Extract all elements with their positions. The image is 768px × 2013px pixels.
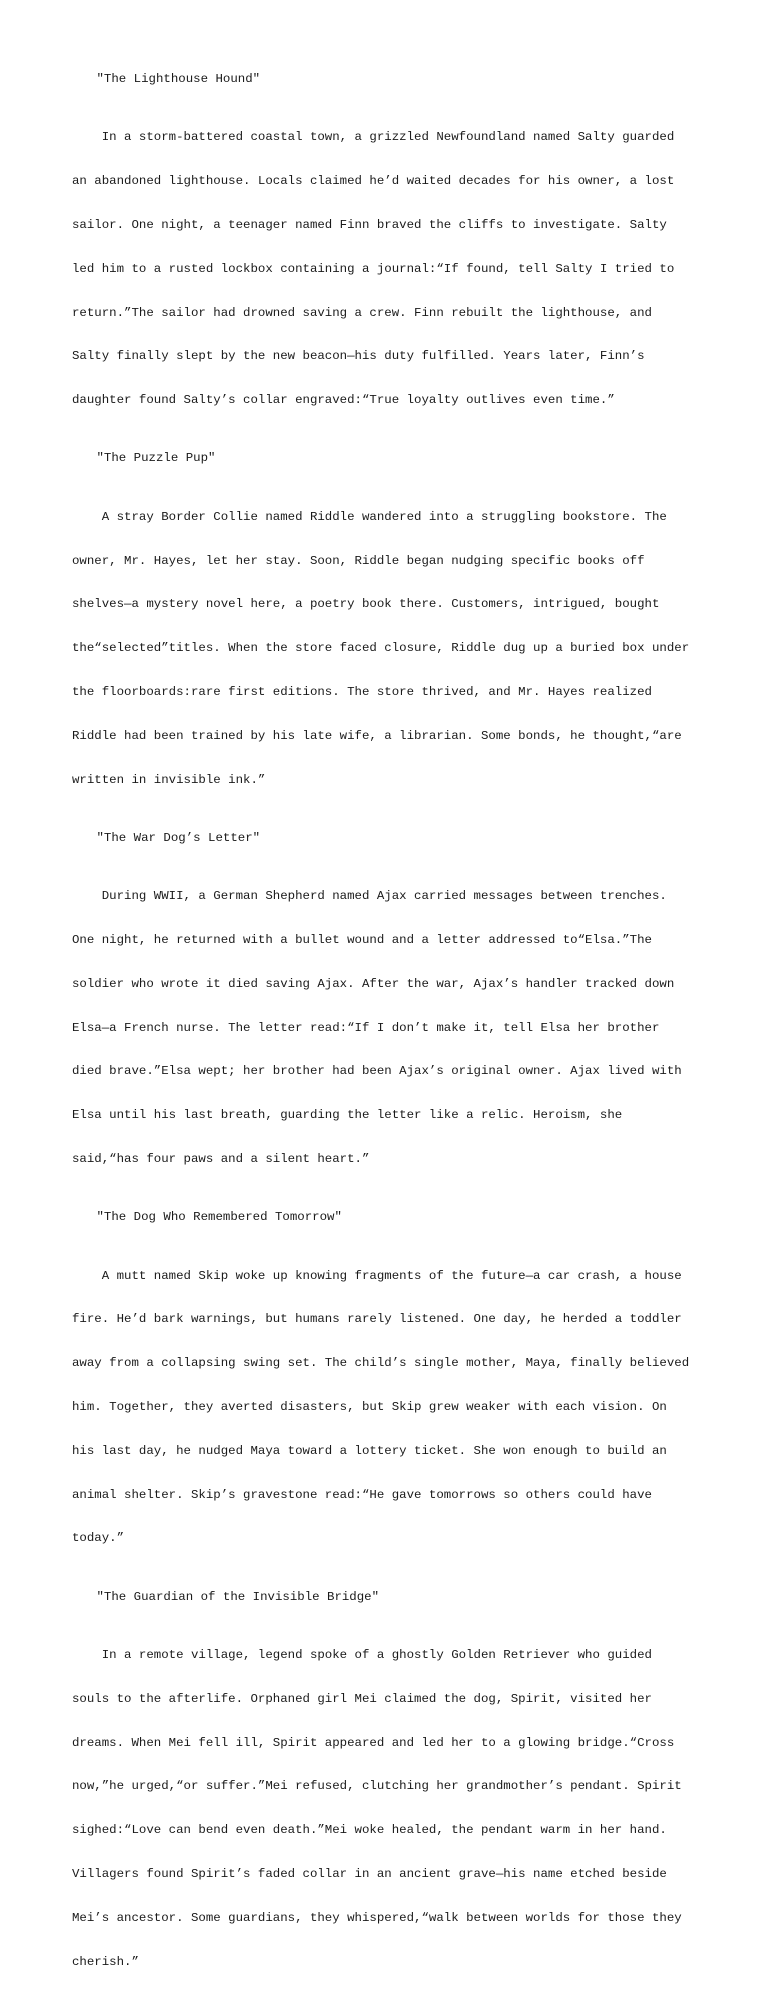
- text-line: the“selected”titles. When the store faced closure, Riddle dug up a buried box under: [72, 641, 690, 656]
- story-title: "The Dog Who Remembered Tomorrow": [96, 1210, 342, 1225]
- text-line: owner, Mr. Hayes, let her stay. Soon, Riddle began nudging specific books off: [72, 553, 645, 568]
- text-line: said,“has four paws and a silent heart.”: [72, 1151, 370, 1166]
- text-line: written in invisible ink.”: [72, 772, 266, 787]
- story-title: "The Guardian of the Invisible Bridge": [96, 1589, 380, 1604]
- text-line: today.”: [72, 1531, 125, 1546]
- text-line: away from a collapsing swing set. The child’s single mother, Maya, finally believed: [72, 1356, 690, 1371]
- text-line: Elsa until his last breath, guarding the letter like a relic. Heroism, she: [72, 1108, 623, 1123]
- text-line: fire. He’d bark warnings, but humans rarely listened. One day, he herded a toddler: [72, 1312, 682, 1327]
- text-line: In a remote village, legend spoke of a ghostly Golden Retriever who guided: [72, 1648, 652, 1663]
- story-title: "The War Dog’s Letter": [96, 830, 261, 845]
- text-line: led him to a rusted lockbox containing a journal:“If found, tell Salty I tried to: [72, 261, 675, 276]
- story-body: [72, 101, 712, 437]
- text-line: now,”he urged,“or suffer.”Mei refused, clutching her grandmother’s pendant. Spirit: [72, 1779, 682, 1794]
- story-title: "The Lighthouse Hound": [96, 72, 261, 86]
- text-line: sailor. One night, a teenager named Finn braved the cliffs to investigate. Salty: [72, 217, 667, 232]
- story-lighthouse-hound: [72, 72, 712, 437]
- text-line: Elsa—a French nurse. The letter read:“If I don’t make it, tell Elsa her brother: [72, 1020, 660, 1035]
- text-line: During WWII, a German Shepherd named Ajax carried messages between trenches.: [72, 889, 667, 904]
- story-body: [72, 1240, 712, 1576]
- text-line: In a storm-battered coastal town, a grizzled Newfoundland named Salty guarded: [72, 130, 675, 145]
- text-line: A stray Border Collie named Riddle wandered into a struggling bookstore. The: [72, 509, 667, 524]
- story-dog-who-remembered-tomorrow: [72, 1210, 712, 1575]
- text-line: One night, he returned with a bullet wound and a letter addressed to“Elsa.”The: [72, 933, 652, 948]
- text-line: Salty finally slept by the new beacon—his duty fulfilled. Years later, Finn’s: [72, 349, 645, 364]
- text-line: Mei’s ancestor. Some guardians, they whispered,“walk between worlds for those they: [72, 1910, 682, 1925]
- text-line: him. Together, they averted disasters, but Skip grew weaker with each vision. On: [72, 1400, 667, 1415]
- story-body: [72, 1619, 712, 1998]
- text-line: cherish.”: [72, 1954, 139, 1969]
- text-line: souls to the afterlife. Orphaned girl Mei claimed the dog, Spirit, visited her: [72, 1691, 652, 1706]
- text-line: daughter found Salty’s collar engraved:“True loyalty outlives even time.”: [72, 393, 615, 408]
- text-line: died brave.”Elsa wept; her brother had been Ajax’s original owner. Ajax lived with: [72, 1064, 682, 1079]
- story-puzzle-pup: [72, 451, 712, 816]
- text-line: Riddle had been trained by his late wife, a librarian. Some bonds, he thought,“are: [72, 728, 682, 743]
- text-line: an abandoned lighthouse. Locals claimed he’d waited decades for his owner, a lost: [72, 174, 675, 189]
- text-line: soldier who wrote it died saving Ajax. After the war, Ajax’s handler tracked down: [72, 976, 675, 991]
- text-line: his last day, he nudged Maya toward a lottery ticket. She won enough to build an: [72, 1443, 667, 1458]
- text-line: A mutt named Skip woke up knowing fragments of the future—a car crash, a house: [72, 1268, 682, 1283]
- text-line: return.”The sailor had drowned saving a crew. Finn rebuilt the lighthouse, and: [72, 305, 652, 320]
- text-line: shelves—a mystery novel here, a poetry book there. Customers, intrigued, bought: [72, 597, 660, 612]
- text-line: the floorboards:rare first editions. The store thrived, and Mr. Hayes realized: [72, 684, 652, 699]
- text-line: Villagers found Spirit’s faded collar in an ancient grave—his name etched beside: [72, 1867, 667, 1882]
- story-title: "The Puzzle Pup": [96, 451, 216, 466]
- text-line: dreams. When Mei fell ill, Spirit appeared and led her to a glowing bridge.“Cross: [72, 1735, 675, 1750]
- story-guardian-invisible-bridge: [72, 1590, 712, 1999]
- story-body: [72, 481, 712, 817]
- text-line: animal shelter. Skip’s gravestone read:“He gave tomorrows so others could have: [72, 1487, 652, 1502]
- document-page: [72, 72, 712, 2013]
- story-body: [72, 860, 712, 1196]
- text-line: sighed:“Love can bend even death.”Mei woke healed, the pendant warm in her hand.: [72, 1823, 667, 1838]
- story-war-dogs-letter: [72, 831, 712, 1196]
